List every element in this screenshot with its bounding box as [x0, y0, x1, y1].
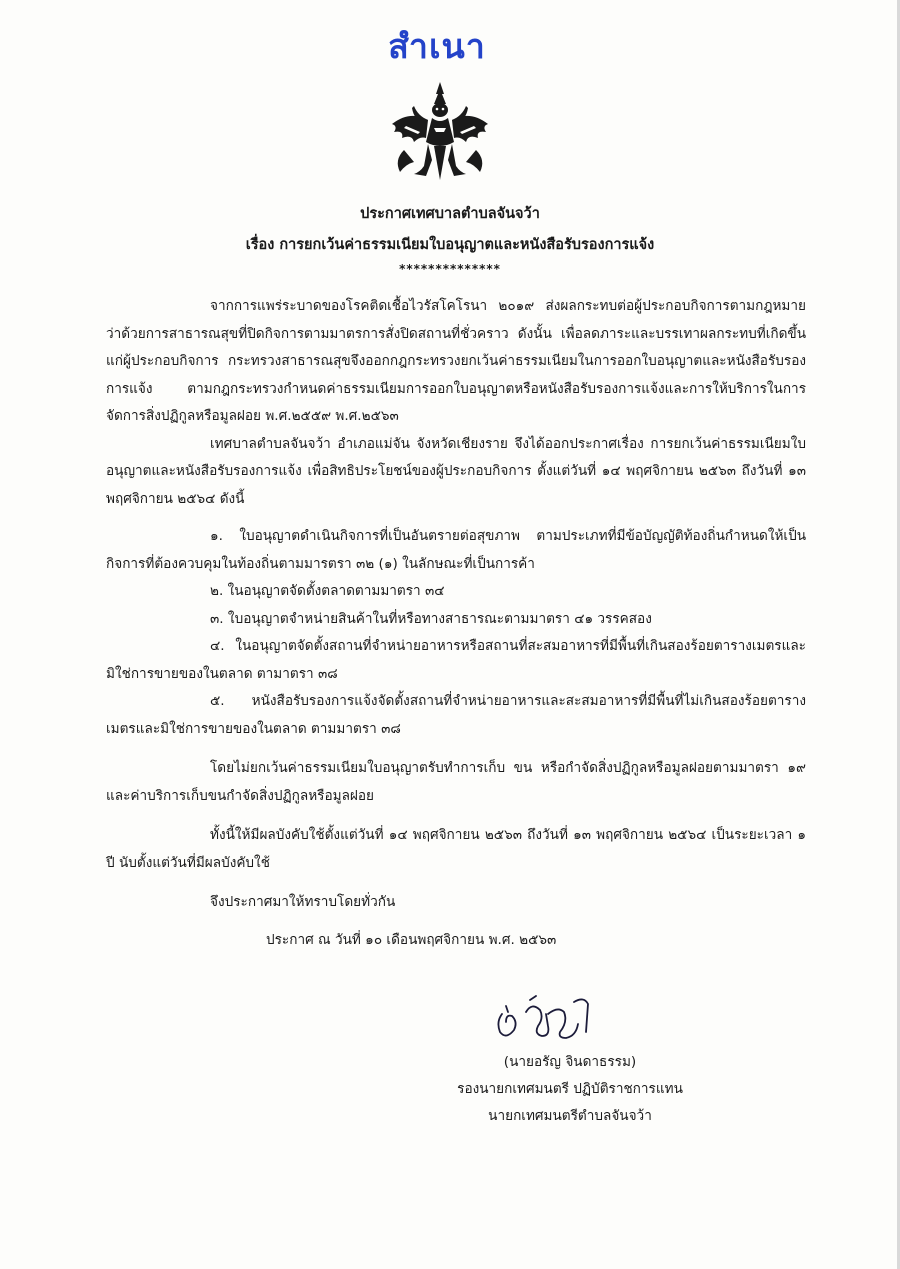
list-item: ๑. ใบอนุญาตดำเนินกิจการที่เป็นอันตรายต่อสุขภาพ ตามประเภทที่มีข้อบัญญัติท้องถิ่นกำหนดให้เป็นกิจการที่ต้องควบคุมในท้องถิ่นตามมารตรา ๓๒ (๑) ในลักษณะที่เป็นการค้า	[106, 528, 806, 572]
heading-divider: **************	[399, 262, 501, 276]
garuda-emblem-icon	[384, 80, 496, 186]
paragraph-exception: โดยไม่ยกเว้นค่าธรรมเนียมใบอนุญาตรับทำการเก็บ ขน หรือกำจัดสิ่งปฏิกูลหรือมูลฝอยตามมาตรา ๑๙ และค่าบริการเก็บขนกำจัดสิ่งปฏิกูลหรือมูลฝอย	[106, 760, 806, 804]
list-item: ๕. หนังสือรับรองการแจ้งจัดตั้งสถานที่จำหน่ายอาหารและสะสมอาหารที่มีพื้นที่ไม่เกินสองร้อยตารางเมตรและมิใช่การขายของในตลาด ตามมาตรา ๓๘	[106, 693, 806, 737]
list-item: ๔. ในอนุญาตจัดตั้งสถานที่จำหน่ายอาหารหรือสถานที่สะสมอาหารที่มีพื้นที่เกินสองร้อยตารางเมตรและมิใช่การขายของในตลาด ตามาตรา ๓๘	[106, 638, 806, 682]
paragraph-announcement: เทศบาลตำบลจันจว้า อำเภอแม่จัน จังหวัดเชียงราย จึงได้ออกประกาศเรื่อง การยกเว้นค่าธรรมเนียมใบอนุญาตและหนังสือรับรองการแจ้ง เพื่อสิทธิประโยชน์ของผู้ประกอบกิจการ ตั้งแต่วันที่ ๑๔ พฤศจิกายน ๒๕๖๓ ถึงวันที่ ๑๓ พฤศจิกายน ๒๕๖๔ ดังนี้	[106, 435, 806, 507]
list-item: ๓. ใบอนุญาตจำหน่ายสินค้าในที่หรือทางสาธารณะตามมาตรา ๔๑ วรรคสอง	[210, 610, 652, 627]
date-line: ประกาศ ณ วันที่ ๑๐ เดือนพฤศจิกายน พ.ศ. ๒๕๖๓	[266, 931, 557, 948]
paragraph-effective-period: ทั้งนี้ให้มีผลบังคับใช้ตั้งแต่วันที่ ๑๔ พฤศจิกายน ๒๕๖๓ ถึงวันที่ ๑๓ พฤศจิกายน ๒๕๖๔ เป็นระยะเวลา ๑ ปี นับตั้งแต่วันที่มีผลบังคับใช้	[106, 827, 806, 871]
paragraph-background: จากการแพร่ระบาดของโรคติดเชื้อไวรัสโคโรนา ๒๐๑๙ ส่งผลกระทบต่อผู้ประกอบกิจการตามกฎหมายว่าด้วยการสาธารณสุขที่ปิดกิจการตามมาตรการสั่งปิดสถานที่ชั่วคราว ดังนั้น เพื่อลดภาระและบรรเทาผลกระทบที่เกิดขึ้นแก่ผู้ประกอบกิจการ กระทรวงสาธารณสุขจึงออกกฎกระทรวงยกเว้นค่าธรรมเนียมในการออกใบอนุญาตและหนังสือรับรองการแจ้ง ตามกฎกระทรวงกำหนดค่าธรรมเนียมการออกใบอนุญาตหรือหนังสือรับรองการแจ้งและการให้บริการในการจัดการสิ่งปฏิกูลหรือมูลฝอย พ.ศ.๒๕๕๙ พ.ศ.๒๕๖๓	[106, 298, 806, 424]
closing-line: จึงประกาศมาให้ทราบโดยทั่วกัน	[210, 894, 396, 910]
handwritten-signature	[488, 992, 608, 1048]
signer-title: นายกเทศมนตรีตำบลจันจว้า	[488, 1108, 652, 1124]
announcement-body	[106, 293, 806, 954]
copy-stamp-text: สำเนา	[388, 27, 486, 67]
announcement-org: ประกาศเทศบาลตำบลจันจว้า	[360, 206, 540, 222]
signer-name: (นายอรัญ จินดาธรรม)	[503, 1054, 637, 1070]
copy-stamp	[372, 20, 502, 72]
signer-position: รองนายกเทศมนตรี ปฏิบัติราชการแทน	[457, 1081, 683, 1097]
list-item: ๒. ในอนุญาตจัดตั้งตลาดตามมาตรา ๓๔	[210, 583, 445, 599]
announcement-subject: เรื่อง การยกเว้นค่าธรรมเนียมใบอนุญาตและหนังสือรับรองการแจ้ง	[245, 237, 655, 253]
